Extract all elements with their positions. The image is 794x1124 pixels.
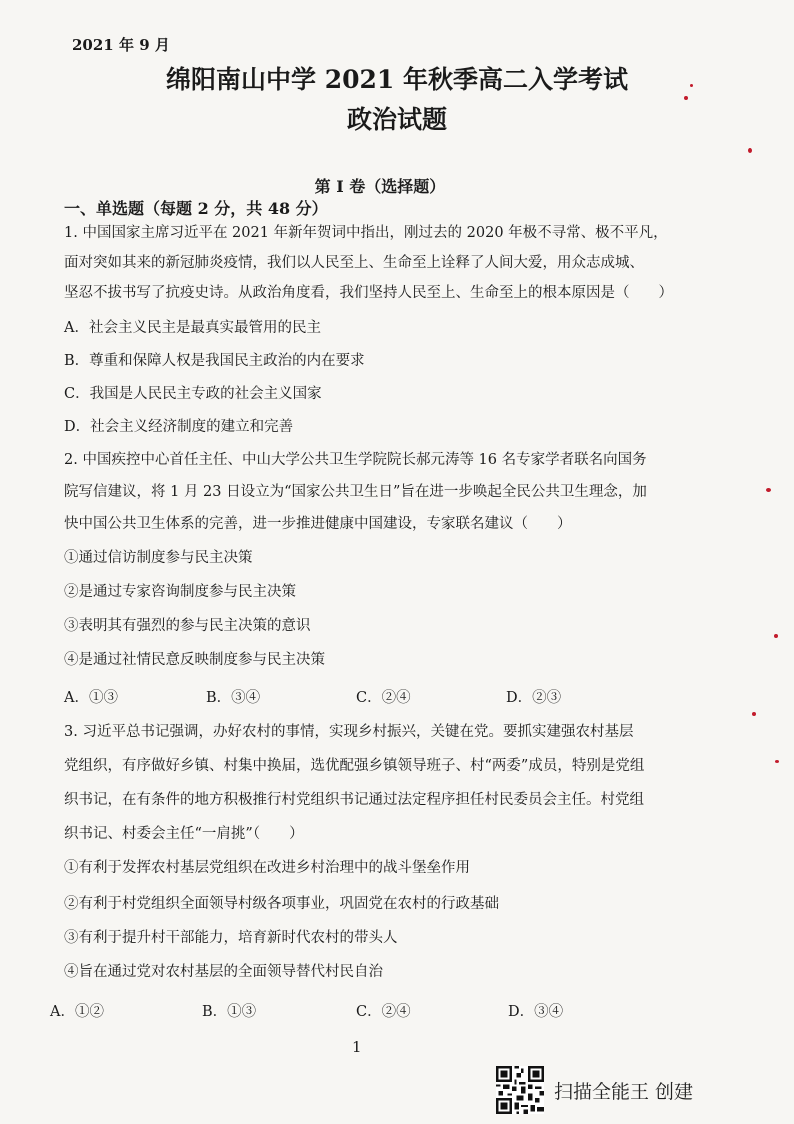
question-stem-line: 坚忍不拔书写了抗疫史诗。从政治角度看，我们坚持人民至上、生命至上的根本原因是（ ） — [64, 285, 673, 301]
choice-b: B．③④ — [206, 690, 261, 706]
statement-3: ③表明其有强烈的参与民主决策的意识 — [64, 618, 311, 634]
scan-speck — [690, 84, 693, 87]
answer-option-d: D．社会主义经济制度的建立和完善 — [64, 419, 294, 435]
scanner-watermark — [496, 1066, 693, 1114]
answer-option-a: A．社会主义民主是最真实最管用的民主 — [64, 320, 321, 336]
exam-title: 绵阳南山中学 2021 年秋季高二入学考试 — [166, 65, 628, 94]
question-stem-line: 3. 习近平总书记强调，办好农村的事情，实现乡村振兴，关键在党。要抓实建强农村基层 — [64, 724, 634, 740]
question-stem-line: 织书记、村委会主任“一肩挑”（ ） — [64, 826, 304, 842]
statement-4: ④是通过社情民意反映制度参与民主决策 — [64, 652, 325, 668]
question-stem-line: 1. 中国国家主席习近平在 2021 年新年贺词中指出，刚过去的 2020 年极不寻常、极不平凡， — [64, 225, 668, 241]
choice-a: A．①② — [50, 1004, 104, 1020]
scan-speck — [748, 148, 752, 153]
scan-speck — [766, 488, 771, 492]
volume-heading: 第 I 卷（选择题） — [314, 177, 446, 196]
exam-date: 2021 年 9 月 — [72, 36, 170, 54]
page-number: 1 — [352, 1038, 362, 1056]
statement-2: ②有利于村党组织全面领导村级各项事业，巩固党在农村的行政基础 — [64, 896, 499, 912]
scan-speck — [774, 634, 778, 638]
choice-b: B．①③ — [202, 1004, 257, 1020]
qr-code-icon — [496, 1066, 544, 1114]
scanner-caption: 扫描全能王 创建 — [554, 1080, 694, 1103]
statement-2: ②是通过专家咨询制度参与民主决策 — [64, 584, 296, 600]
choice-c: C．②④ — [356, 690, 411, 706]
choice-c: C．②④ — [356, 1004, 411, 1020]
answer-option-b: B．尊重和保障人权是我国民主政治的内在要求 — [64, 353, 365, 369]
question-stem-line: 院写信建议，将 1 月 23 日设立为“国家公共卫生日”旨在进一步唤起全民公共卫生理念，加 — [64, 484, 647, 500]
question-stem-line: 面对突如其来的新冠肺炎疫情，我们以人民至上、生命至上诠释了人间大爱，用众志成城、 — [64, 255, 644, 271]
question-stem-line: 2. 中国疾控中心首任主任、中山大学公共卫生学院院长郝元涛等 16 名专家学者联名向国务 — [64, 452, 647, 468]
statement-3: ③有利于提升村干部能力，培育新时代农村的带头人 — [64, 930, 398, 946]
exam-subject: 政治试题 — [346, 105, 447, 134]
choice-d: D．③④ — [508, 1004, 564, 1020]
question-stem-line: 快中国公共卫生体系的完善，进一步推进健康中国建设，专家联名建议（ ） — [64, 516, 572, 532]
statement-4: ④旨在通过党对农村基层的全面领导替代村民自治 — [64, 964, 383, 980]
statement-1: ①通过信访制度参与民主决策 — [64, 550, 253, 566]
choice-a: A．①③ — [64, 690, 118, 706]
scan-speck — [775, 760, 779, 763]
question-stem-line: 织书记，在有条件的地方积极推行村党组织书记通过法定程序担任村民委员会主任。村党组 — [64, 792, 644, 808]
scan-speck — [684, 96, 688, 100]
answer-option-c: C．我国是人民民主专政的社会主义国家 — [64, 386, 322, 402]
question-stem-line: 党组织，有序做好乡镇、村集中换届，选优配强乡镇领导班子、村“两委”成员，特别是党组 — [64, 758, 645, 774]
choice-d: D．②③ — [506, 690, 562, 706]
scan-speck — [752, 712, 756, 716]
section-heading: 一、单选题（每题 2 分，共 48 分） — [64, 199, 328, 218]
statement-1: ①有利于发挥农村基层党组织在改进乡村治理中的战斗堡垒作用 — [64, 860, 470, 876]
